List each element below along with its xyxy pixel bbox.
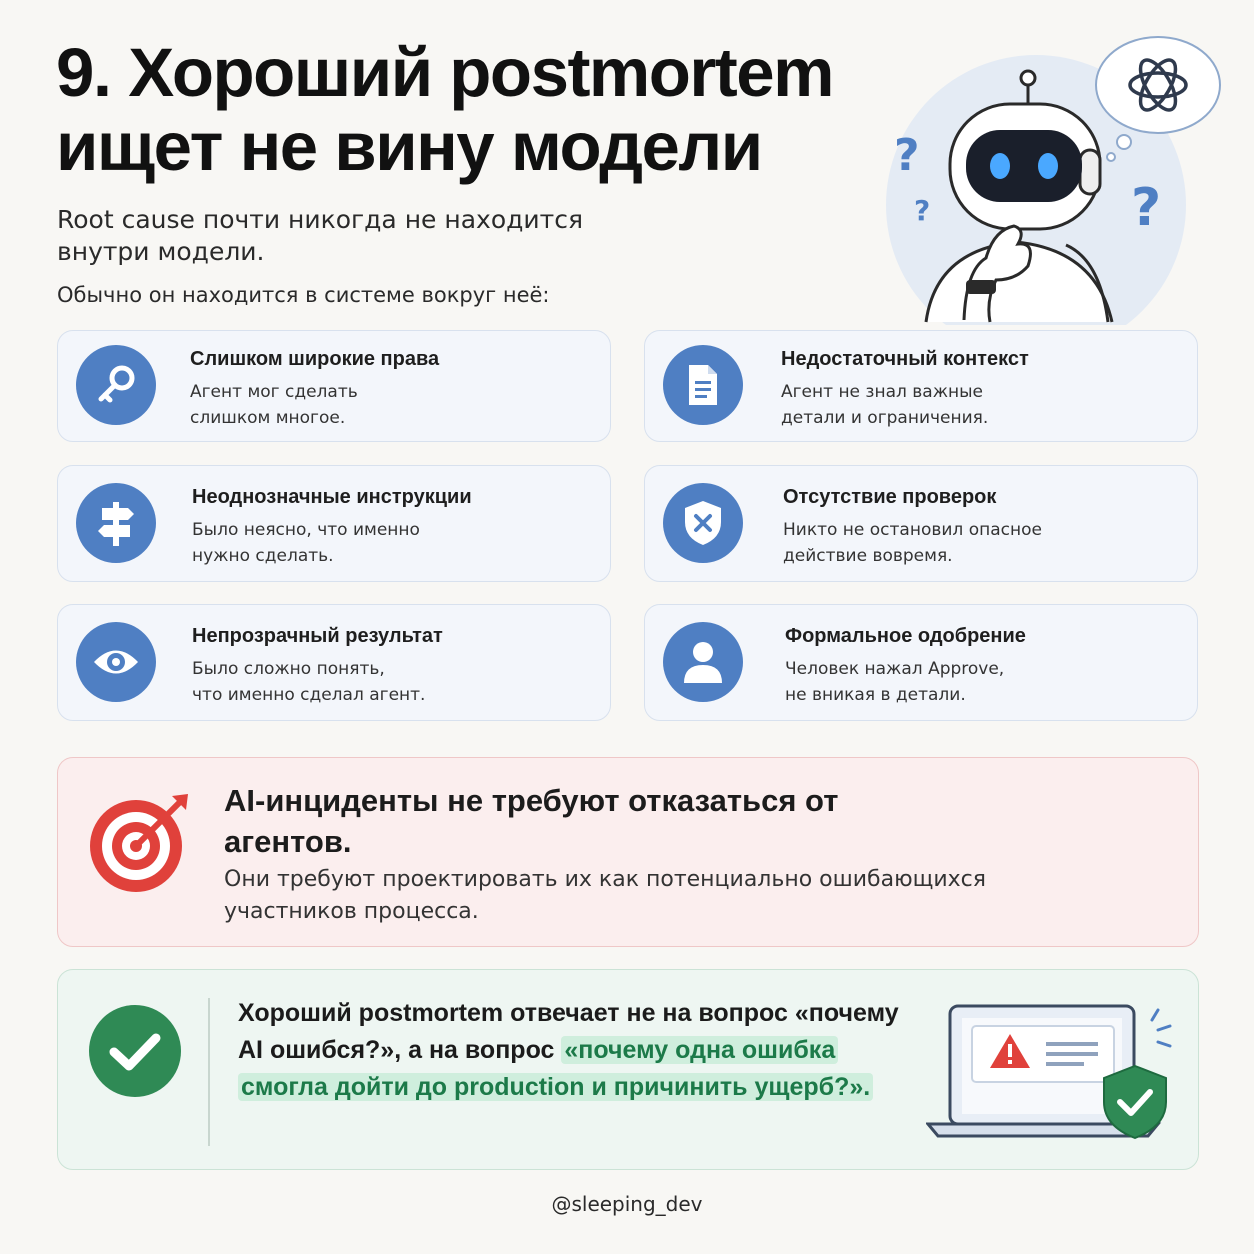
laptop-shield-icon [926, 998, 1176, 1148]
signpost-icon-circle [76, 483, 156, 563]
cause-description-line: Было сложно понять, [192, 659, 385, 679]
document-icon-circle [663, 345, 743, 425]
shield-x-icon [681, 498, 725, 548]
cause-description-line: детали и ограничения. [781, 408, 989, 428]
cause-description-line: действие вовремя. [783, 546, 953, 566]
eye-icon [91, 645, 141, 679]
conclusion-question: Хороший postmortem отвечает не на вопрос «почему AI ошибся?», а на вопрос [238, 999, 899, 1064]
lead-text: Обычно он находится в системе вокруг неё: [57, 283, 550, 307]
warning-box [57, 757, 1199, 947]
cause-description [190, 379, 580, 431]
eye-icon-circle [76, 622, 156, 702]
cause-description-line: слишком многое. [190, 408, 346, 428]
cause-description-line: нужно сделать. [192, 546, 334, 566]
cause-card-permissions [57, 330, 611, 442]
cause-description-line: Агент мог сделать [190, 382, 358, 402]
cause-title: Формальное одобрение [785, 625, 1026, 647]
cause-title: Непрозрачный результат [192, 625, 443, 647]
cause-description-line: Было неясно, что именно [192, 520, 420, 540]
cause-card-approval [644, 604, 1198, 721]
cause-title: Неоднозначные инструкции [192, 486, 472, 508]
conclusion-highlight: «почему одна ошибка смогла дойти до production и причинить ущерб?». [238, 1036, 873, 1101]
cause-description-line: Никто не остановил опасное [783, 520, 1042, 540]
conclusion-box [57, 969, 1199, 1170]
page-title [56, 36, 833, 184]
cause-title: Слишком широкие права [190, 348, 440, 370]
page-subtitle: Root cause почти никогда не находится внутри модели. [57, 205, 584, 266]
cause-description-line: что именно сделал агент. [192, 685, 426, 705]
user-icon [681, 639, 725, 685]
cause-card-checks [644, 465, 1198, 582]
cause-title: Отсутствие проверок [783, 486, 997, 508]
cause-description [192, 656, 582, 708]
target-icon [88, 790, 192, 894]
title-line-1: 9. Хороший postmortem [56, 34, 833, 111]
cause-description [781, 379, 1171, 431]
check-circle-icon [88, 1004, 182, 1098]
warning-title: AI-инциденты не требуют отказаться от агентов. [224, 783, 839, 859]
thinking-robot-icon [886, 30, 1226, 325]
svg-text:?: ? [1131, 178, 1162, 238]
cause-card-context [644, 330, 1198, 442]
signpost-icon [94, 498, 138, 548]
cause-description-line: Человек нажал Approve, [785, 659, 1005, 679]
cause-card-instructions [57, 465, 611, 582]
cause-title: Недостаточный контекст [781, 348, 1029, 370]
title-line-2: ищет не вину модели [56, 108, 762, 185]
key-icon [94, 363, 138, 407]
svg-text:?: ? [914, 194, 931, 227]
svg-text:?: ? [894, 130, 920, 181]
cause-card-opacity [57, 604, 611, 721]
author-handle: @sleeping_dev [551, 1192, 703, 1216]
key-icon-circle [76, 345, 156, 425]
document-icon [683, 362, 723, 408]
user-icon-circle [663, 622, 743, 702]
cause-description [783, 517, 1173, 569]
conclusion-text [238, 995, 918, 1106]
cause-description [192, 517, 582, 569]
conclusion-divider [208, 998, 210, 1146]
shield-x-icon-circle [663, 483, 743, 563]
warning-description: Они требуют проектировать их как потенциально ошибающихся участников процесса. [224, 867, 986, 924]
cause-description-line: Агент не знал важные [781, 382, 984, 402]
cause-description-line: не вникая в детали. [785, 685, 966, 705]
cause-description [785, 656, 1175, 708]
